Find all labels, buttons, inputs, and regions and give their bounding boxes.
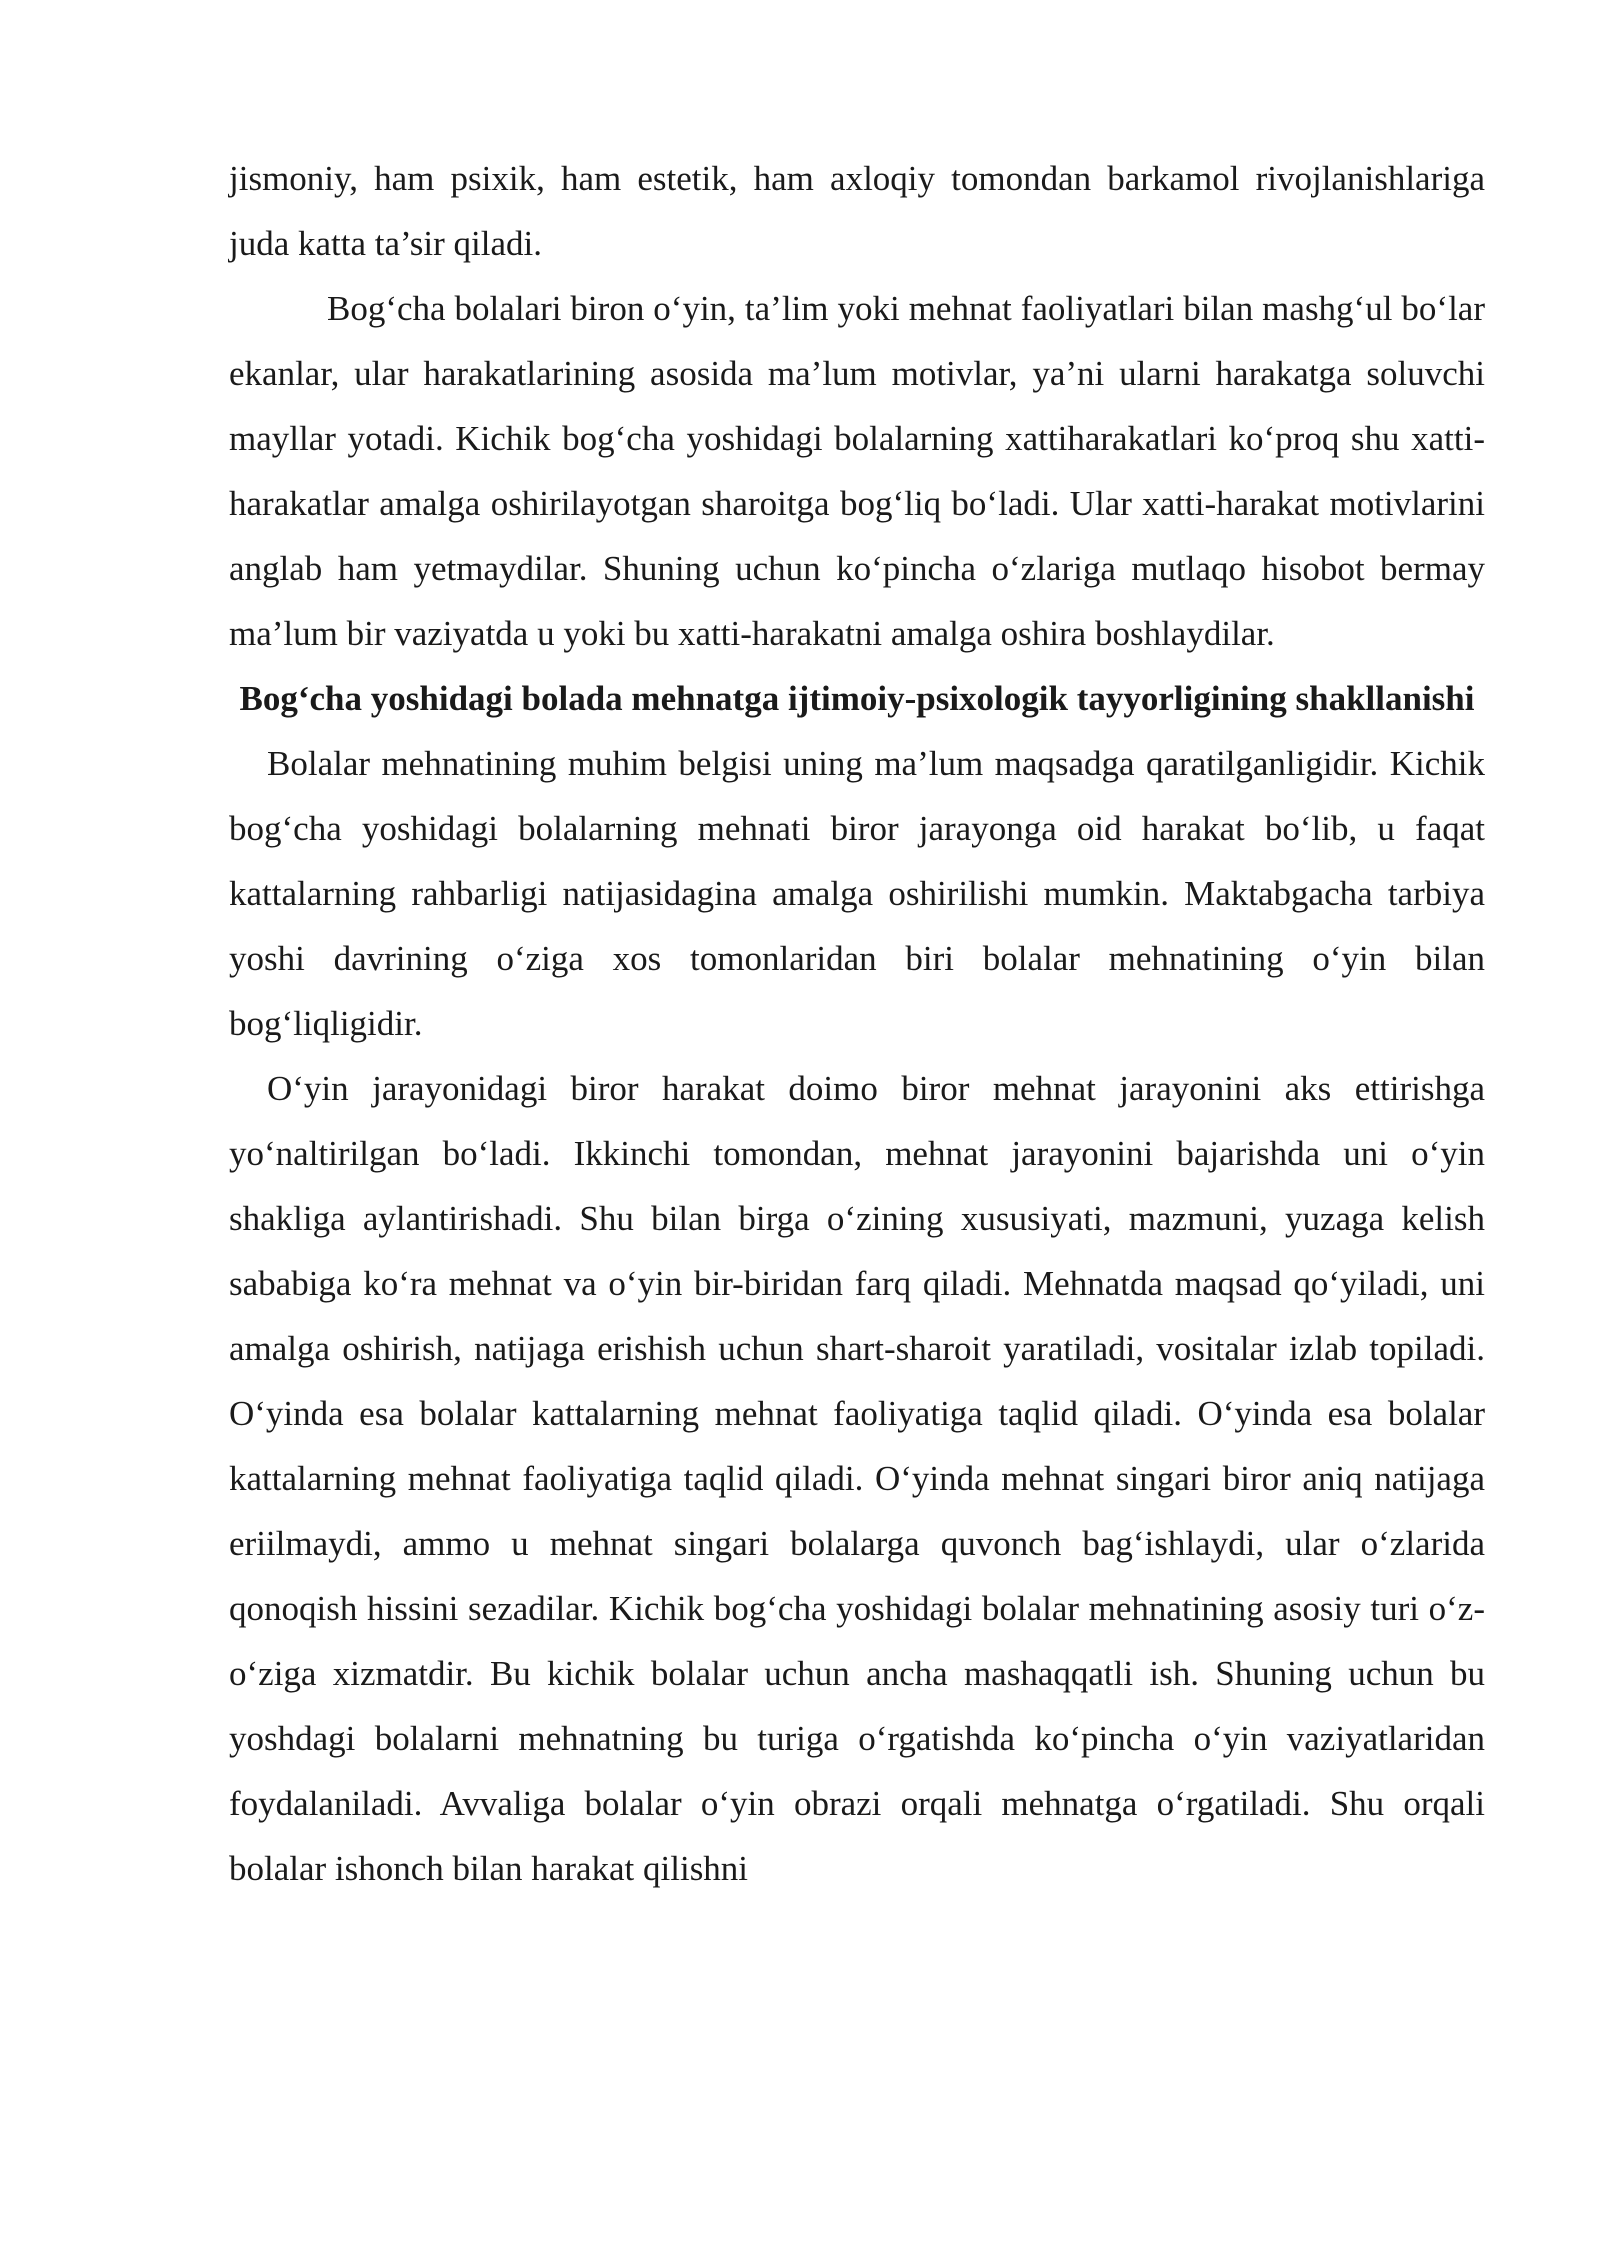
paragraph-3: Bolalar mehnatining muhim belgisi uning ma’lum maqsadga qaratilganligidir. Kichik bog‘cha yoshidagi bolalarning mehnati biror jarayonga oid harakat bo‘lib, u faqat kattalarning rahbarligi natijasidagina amalga oshirilishi mumkin. Maktabgacha tarbiya yoshi davrining o‘ziga xos tomonlaridan biri bolalar mehnatining o‘yin bilan bog‘liqligidir. [229, 744, 1485, 1043]
document-body [229, 146, 1485, 1901]
paragraph-2: Bog‘cha bolalari biron o‘yin, ta’lim yoki mehnat faoliyatlari bilan mashg‘ul bo‘lar ekanlar, ular harakatlarining asosida ma’lum motivlar, ya’ni ularni harakatga soluvchi mayllar yotadi. Kichik bog‘cha yoshidagi bolalarning xattiharakatlari ko‘proq shu xatti-harakatlar amalga oshirilayotgan sharoitga bog‘liq bo‘ladi. Ular xatti-harakat motivlarini anglab ham yetmaydilar. Shuning uchun ko‘pincha o‘zlariga mutlaqo hisobot bermay ma’lum bir vaziyatda u yoki bu xatti-harakatni amalga oshira boshlaydilar. [229, 289, 1485, 653]
paragraph-4: O‘yin jarayonidagi biror harakat doimo biror mehnat jarayonini aks ettirishga yo‘naltirilgan bo‘ladi. Ikkinchi tomondan, mehnat jarayonini bajarishda uni o‘yin shakliga aylantirishadi. Shu bilan birga o‘zining xususiyati, mazmuni, yuzaga kelish sababiga ko‘ra mehnat va o‘yin bir-biridan farq qiladi. Mehnatda maqsad qo‘yiladi, uni amalga oshirish, natijaga erishish uchun shart-sharoit yaratiladi, vositalar izlab topiladi. O‘yinda esa bolalar kattalarning mehnat faoliyatiga taqlid qiladi. O‘yinda esa bolalar kattalarning mehnat faoliyatiga taqlid qiladi. O‘yinda mehnat singari biror aniq natijaga eriilmaydi, ammo u mehnat singari bolalarga quvonch bag‘ishlaydi, ular o‘zlarida qonoqish hissini sezadilar. Kichik bog‘cha yoshidagi bolalar mehnatining asosiy turi o‘z-o‘ziga xizmatdir. Bu kichik bolalar uchun ancha mashaqqatli ish. Shuning uchun bu yoshdagi bolalarni mehnatning bu turiga o‘rgatishda ko‘pincha o‘yin vaziyatlaridan foydalaniladi. Avvaliga bolalar o‘yin obrazi orqali mehnatga o‘rgatiladi. Shu orqali bolalar ishonch bilan harakat qilishni [229, 1069, 1485, 1888]
paragraph-1: jismoniy, ham psixik, ham estetik, ham axloqiy tomondan barkamol rivojlanishlariga juda katta ta’sir qiladi. [229, 159, 1485, 263]
section-heading: Bog‘cha yoshidagi bolada mehnatga ijtimoiy-psixologik tayyorligining shakllanishi [239, 679, 1475, 718]
